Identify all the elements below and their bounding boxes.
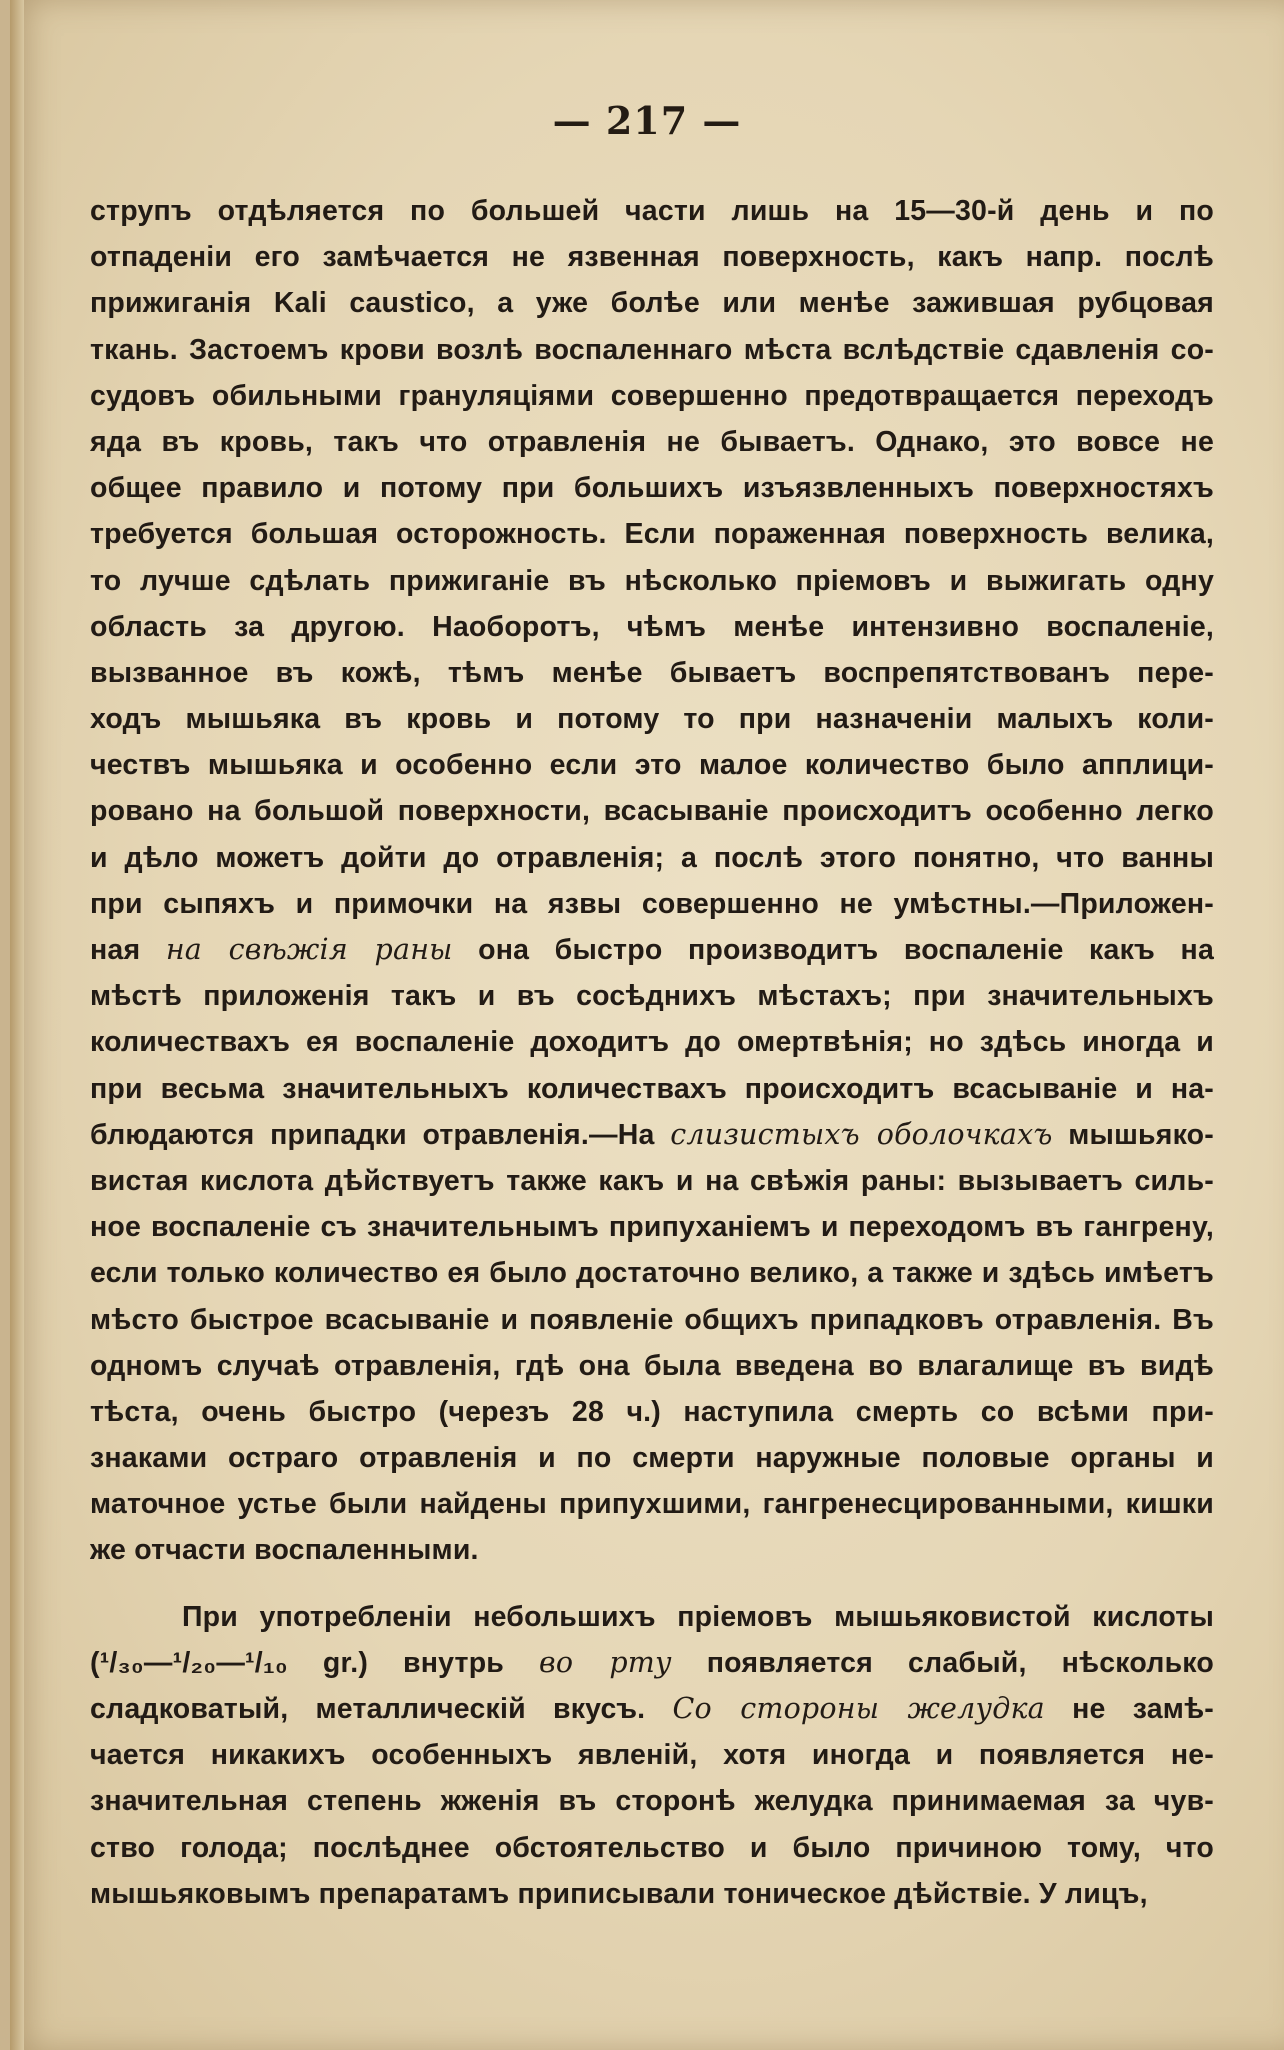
text-line [90,1871,1214,1917]
text-segment: значительная степень жженія въ сторонѣ желудка принимаемая за чув- [90,1785,1214,1818]
text-segment: общее правило и потому при большихъ изъязвленныхъ поверхностяхъ [90,472,1214,505]
paragraph [90,1594,1214,1917]
page-binding-edge [10,0,24,2050]
text-line [90,835,1214,881]
text-segment: и дѣло можетъ дойти до отравленія; а послѣ этого понятно, что ванны [90,841,1214,874]
text-segment: мышьяко- [1052,1118,1214,1151]
text-line [90,1778,1214,1824]
text-segment: струпъ отдѣляется по большей части лишь на 15—30-й день и по [90,195,1214,227]
text-line [90,465,1214,511]
text-segment: мѣсто быстрое всасываніе и появленіе общихъ припадковъ отравленія. Въ [90,1303,1214,1336]
text-segment: же отчасти воспаленными. [90,1534,479,1567]
page-number-header: — 217 — [552,98,742,143]
text-segment: если только количество ея было достаточно велико, а также и здѣсь имѣетъ [90,1257,1214,1290]
text-line [90,280,1214,326]
text-segment: не замѣ- [1044,1693,1214,1725]
text-line [90,788,1214,834]
text-segment: ное воспаленіе съ значительнымъ припуханіемъ и переходомъ въ гангрену, [90,1211,1214,1244]
text-line [90,1343,1214,1389]
text-segment: мѣстѣ приложенія такъ и въ сосѣднихъ мѣстахъ; при значительныхъ [90,980,1214,1013]
text-line [90,419,1214,465]
text-segment: ровано на большой поверхности, всасываніе происходитъ особенно легко [90,795,1214,828]
text-segment: вистая кислота дѣйствуетъ также какъ и на свѣжія раны: вызываетъ силь- [90,1164,1214,1197]
text-line [90,188,1214,234]
text-segment: тѣста, очень быстро (черезъ 28 ч.) наступила смерть со всѣми при- [90,1395,1214,1428]
text-segment: блюдаются припадки отравленія.—На [90,1118,671,1151]
text-segment: область за другою. Наоборотъ, чѣмъ менѣе интензивно воспаленіе, [90,610,1214,643]
text-segment: прижиганія Kali caustico, а уже болѣе или менѣе зажившая рубцовая [90,287,1214,320]
paragraph [90,188,1214,1574]
italic-text: во рту [539,1645,672,1679]
text-segment: она быстро производитъ воспаленіе какъ на [452,934,1214,966]
text-line [90,973,1214,1019]
text-segment: чается никакихъ особенныхъ явленій, хотя иногда и появляется не- [90,1739,1214,1772]
text-segment: ство голода; послѣднее обстоятельство и было причиною тому, что [90,1831,1214,1864]
text-line [90,327,1214,373]
text-line [90,1527,1214,1573]
text-segment: ходъ мышьяка въ кровь и потому то при назначеніи малыхъ коли- [90,703,1214,736]
text-line [90,1019,1214,1065]
text-line [90,604,1214,650]
text-segment: чествъ мышьяка и особенно если это малое количество было апплици- [90,749,1214,782]
text-line [90,558,1214,604]
text-segment: знаками остраго отравленія и по смерти наружные половые органы и [90,1442,1214,1475]
text-segment: мышьяковымъ препаратамъ приписывали тоническое дѣйствіе. У лицъ, [90,1877,1148,1910]
text-line [90,1250,1214,1296]
text-segment: При употребленіи небольшихъ пріемовъ мышьяковистой кислоты [182,1600,1214,1633]
text-line [90,1389,1214,1435]
text-line [90,511,1214,557]
book-page [10,0,1284,2050]
text-segment: (¹/₃₀—¹/₂₀—¹/₁₀ gr.) внутрь [90,1646,540,1679]
text-segment: маточное устье были найдены припухшими, гангренесцированными, кишки [90,1488,1214,1521]
text-line [90,927,1214,973]
text-line [90,1112,1214,1158]
text-segment: появляется слабый, нѣсколько [671,1646,1214,1679]
text-line [90,1825,1214,1871]
text-line [90,1066,1214,1112]
text-segment: отпаденіи его замѣчается не язвенная поверхность, какъ напр. послѣ [90,241,1214,274]
text-line [90,881,1214,927]
italic-text: слизистыхъ оболочкахъ [670,1117,1053,1151]
text-line [90,1686,1214,1732]
paragraph-gap [90,1574,1214,1594]
text-segment: яда въ кровь, такъ что отравленія не бываетъ. Однако, это вовсе не [90,425,1214,458]
italic-text: на свѣжія раны [165,933,453,966]
text-segment: судовъ обильными грануляціями совершенно предотвращается переходъ [90,379,1214,412]
text-segment: сладковатый, металлическій вкусъ. [90,1693,673,1725]
text-line [90,1297,1214,1343]
text-line [90,742,1214,788]
page-body-text [90,188,1214,1917]
text-line [90,373,1214,419]
text-line [90,1204,1214,1250]
text-segment: вызванное въ кожѣ, тѣмъ менѣе бываетъ воспрепятствованъ пере- [90,656,1214,689]
text-line [90,1732,1214,1778]
text-segment: то лучше сдѣлать прижиганіе въ нѣсколько пріемовъ и выжигать одну [90,564,1214,597]
text-segment: требуется большая осторожность. Если пораженная поверхность велика, [90,518,1214,551]
text-segment: количествахъ ея воспаленіе доходитъ до омертвѣнія; но здѣсь иногда и [90,1026,1214,1059]
text-segment: ткань. Застоемъ крови возлѣ воспаленнаго мѣста вслѣдствіе сдавленія со- [90,333,1214,366]
text-line [90,696,1214,742]
text-segment: при сыпяхъ и примочки на язвы совершенно не умѣстны.—Приложен- [90,887,1214,920]
text-line [90,1158,1214,1204]
text-line [90,1435,1214,1481]
text-line [90,1594,1214,1640]
text-line [90,1640,1214,1686]
text-line [90,234,1214,280]
text-segment: ная [90,934,166,966]
text-line [90,1481,1214,1527]
italic-text: Со стороны желудка [672,1692,1045,1725]
text-line [90,650,1214,696]
text-segment: при весьма значительныхъ количествахъ происходитъ всасываніе и на- [90,1072,1214,1105]
text-segment: одномъ случаѣ отравленія, гдѣ она была введена во влагалище въ видѣ [90,1349,1214,1382]
